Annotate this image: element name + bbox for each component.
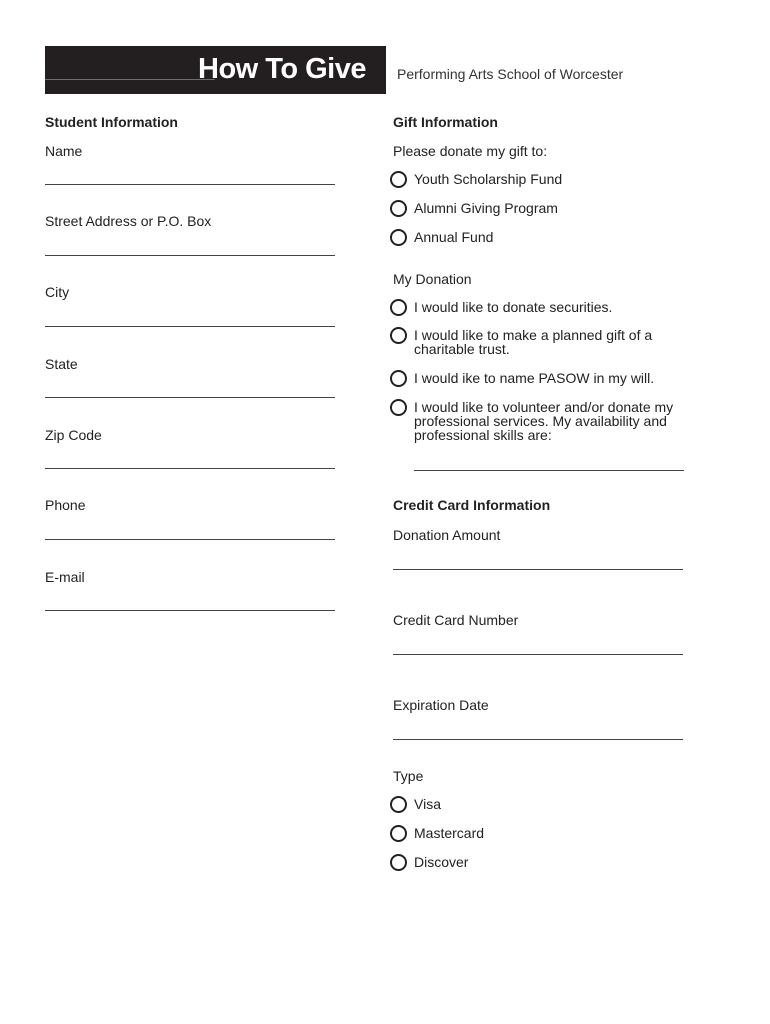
phone-label: Phone [45,497,86,513]
option-label: I would ike to name PASOW in my will. [414,370,655,386]
option-label: I would like to make a planned gift of a charitable trust. [414,327,653,357]
visa-option[interactable] [390,797,590,813]
option-label: Annual Fund [414,229,494,245]
option-label: Alumni Giving Program [414,200,558,216]
street-address-field[interactable] [45,255,335,256]
option-label: I would like to donate securities. [414,299,613,315]
zip-code-label: Zip Code [45,427,102,443]
mastercard-option[interactable] [390,826,590,842]
radio-button[interactable] [390,200,407,217]
my-donation-heading: My Donation [393,271,472,287]
radio-button[interactable] [390,399,407,416]
header-banner [45,46,386,94]
planned-gift-option[interactable] [390,328,710,356]
annual-fund-option[interactable] [390,230,720,246]
radio-button[interactable] [390,370,407,387]
option-label: Visa [414,796,441,812]
volunteer-option[interactable] [390,400,680,442]
organization-name: Performing Arts School of Worcester [397,66,624,82]
professional-skills-field[interactable] [414,470,684,471]
option-label: Youth Scholarship Fund [414,171,563,187]
state-field[interactable] [45,397,335,398]
option-label: I would like to volunteer and/or donate my professional services. My availability and professional skills are: [414,399,674,443]
donation-amount-label: Donation Amount [393,527,501,543]
phone-field[interactable] [45,539,335,540]
donate-securities-option[interactable] [390,300,720,316]
gift-info-heading: Gift Information [393,114,498,130]
email-field[interactable] [45,610,335,611]
zip-code-field[interactable] [45,468,335,469]
page-title: How To Give [198,53,366,85]
city-label: City [45,284,70,300]
option-label: Discover [414,854,469,870]
expiration-date-label: Expiration Date [393,697,489,713]
card-number-field[interactable] [393,654,683,655]
donation-amount-field[interactable] [393,569,683,570]
radio-button[interactable] [390,825,407,842]
name-label: Name [45,143,83,159]
radio-button[interactable] [390,854,407,871]
email-label: E-mail [45,569,85,585]
donate-prompt: Please donate my gift to: [393,143,548,159]
state-label: State [45,356,78,372]
radio-button[interactable] [390,796,407,813]
radio-button[interactable] [390,299,407,316]
student-info-heading: Student Information [45,114,178,130]
credit-card-heading: Credit Card Information [393,497,551,513]
card-type-label: Type [393,768,424,784]
header-rule [45,79,215,80]
city-field[interactable] [45,326,335,327]
card-number-label: Credit Card Number [393,612,519,628]
radio-button[interactable] [390,171,407,188]
radio-button[interactable] [390,229,407,246]
name-field[interactable] [45,184,335,185]
youth-scholarship-option[interactable] [390,172,720,188]
street-address-label: Street Address or P.O. Box [45,213,212,229]
discover-option[interactable] [390,855,590,871]
alumni-giving-option[interactable] [390,201,720,217]
expiration-date-field[interactable] [393,739,683,740]
option-label: Mastercard [414,825,485,841]
name-in-will-option[interactable] [390,371,720,387]
radio-button[interactable] [390,327,407,344]
